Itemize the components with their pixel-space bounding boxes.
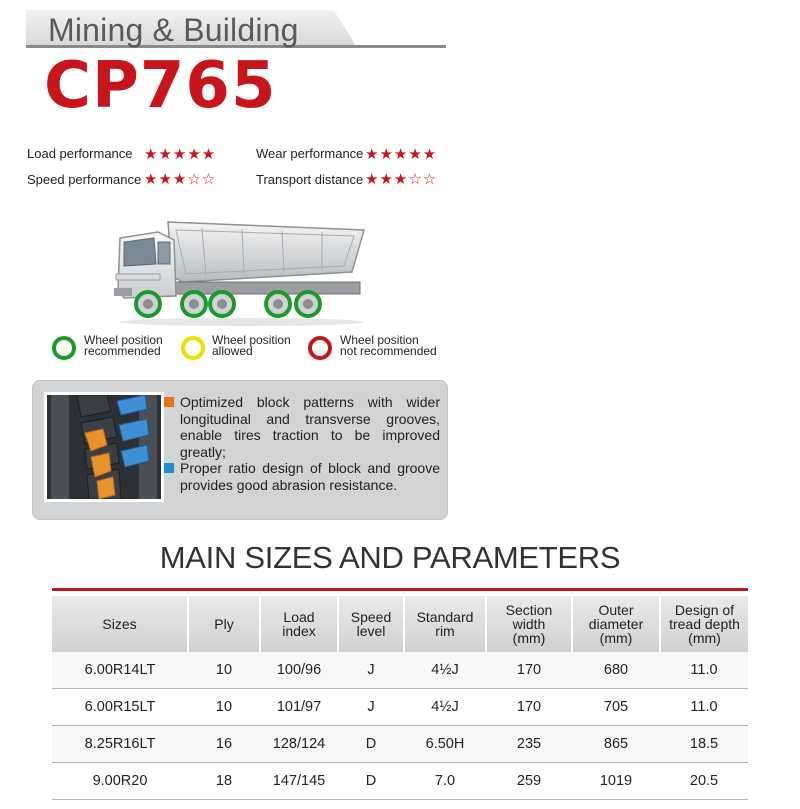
category-title: Mining & Building bbox=[48, 12, 299, 48]
table-cell: 680 bbox=[572, 652, 660, 689]
table-cell: 6.00R15LT bbox=[52, 689, 188, 726]
table-row bbox=[52, 689, 748, 726]
table-cell: 11.0 bbox=[660, 652, 748, 689]
column-header bbox=[260, 596, 338, 652]
wheel-not-recommended-ring-icon bbox=[308, 336, 332, 360]
table-cell: 9.00R20 bbox=[52, 763, 188, 800]
parameters-table bbox=[52, 596, 748, 800]
column-header-line: Sizes bbox=[102, 616, 137, 632]
feature-box bbox=[32, 380, 448, 520]
table-cell: 6.00R14LT bbox=[52, 652, 188, 689]
table-cell: 100/96 bbox=[260, 652, 338, 689]
column-header-line: (mm) bbox=[688, 630, 721, 646]
blue-square-bullet-icon bbox=[164, 463, 174, 473]
legend-recommended-line1: Wheel position bbox=[84, 333, 163, 347]
orange-square-bullet-icon bbox=[164, 397, 174, 407]
legend-not-recommended-line1: Wheel position bbox=[340, 333, 419, 347]
tread-pattern-icon bbox=[44, 392, 164, 502]
table-cell: 101/97 bbox=[260, 689, 338, 726]
table-cell: 128/124 bbox=[260, 726, 338, 763]
table-body bbox=[52, 652, 748, 800]
table-cell: 865 bbox=[572, 726, 660, 763]
table-row bbox=[52, 726, 748, 763]
feature-item bbox=[162, 460, 440, 493]
table-cell: 20.5 bbox=[660, 763, 748, 800]
perf-label-wear: Wear performance bbox=[256, 146, 364, 161]
column-header-line: Load bbox=[283, 609, 315, 625]
perf-stars-transport: ★★★☆☆ bbox=[365, 171, 438, 188]
model-name: CP765 bbox=[44, 49, 277, 123]
feature-item bbox=[162, 394, 440, 460]
table-row bbox=[52, 763, 748, 800]
legend-recommended-line2: recommended bbox=[84, 344, 161, 358]
category-tab bbox=[26, 10, 446, 48]
legend-allowed-line2: allowed bbox=[212, 344, 253, 358]
section-title: MAIN SIZES AND PARAMETERS bbox=[159, 540, 621, 575]
table-cell: 259 bbox=[486, 763, 572, 800]
perf-stars-wear: ★★★★★ bbox=[365, 146, 438, 163]
feature-text: Proper ratio design of block and groove provides good abrasion resistance. bbox=[180, 460, 440, 493]
table-cell: 7.0 bbox=[404, 763, 486, 800]
table-cell: 18.5 bbox=[660, 726, 748, 763]
table-row bbox=[52, 652, 748, 689]
column-header-line: Standard bbox=[416, 609, 474, 625]
column-header bbox=[404, 596, 486, 652]
legend-not-recommended-line2: not recommended bbox=[340, 344, 437, 358]
table-cell: 235 bbox=[486, 726, 572, 763]
feature-text: Optimized block patterns with wider longitudinal and transverse grooves, enable tires traction to be improved greatly; bbox=[180, 394, 440, 460]
column-header-line: diameter bbox=[588, 616, 644, 632]
table-cell: J bbox=[338, 689, 404, 726]
table-cell: 170 bbox=[486, 689, 572, 726]
column-header-line: Section bbox=[505, 602, 553, 618]
table-cell: D bbox=[338, 726, 404, 763]
wheel-recommended-ring-icon bbox=[52, 336, 76, 360]
column-header bbox=[486, 596, 572, 652]
wheel-allowed-ring-icon bbox=[181, 336, 205, 360]
column-header bbox=[660, 596, 748, 652]
column-header-line: width bbox=[512, 616, 546, 632]
legend-allowed-line1: Wheel position bbox=[212, 333, 291, 347]
perf-label-load: Load performance bbox=[27, 146, 133, 161]
legend-recommended bbox=[84, 335, 163, 357]
table-cell: 170 bbox=[486, 652, 572, 689]
legend-allowed bbox=[212, 335, 291, 357]
table-cell: 18 bbox=[188, 763, 260, 800]
table-header-row bbox=[52, 596, 748, 652]
column-header bbox=[52, 596, 188, 652]
perf-label-transport: Transport distance bbox=[256, 172, 364, 187]
column-header-line: Outer bbox=[598, 602, 634, 618]
column-header bbox=[338, 596, 404, 652]
table-cell: 1019 bbox=[572, 763, 660, 800]
section-divider bbox=[52, 588, 748, 591]
table-cell: 10 bbox=[188, 652, 260, 689]
column-header-line: index bbox=[282, 623, 316, 639]
column-header-line: Ply bbox=[214, 616, 234, 632]
column-header-line: level bbox=[356, 623, 386, 639]
table-cell: 4½J bbox=[404, 652, 486, 689]
table-cell: 147/145 bbox=[260, 763, 338, 800]
table-cell: 10 bbox=[188, 689, 260, 726]
column-header bbox=[188, 596, 260, 652]
table-cell: 16 bbox=[188, 726, 260, 763]
column-header-line: tread depth bbox=[669, 616, 740, 632]
table-cell: 8.25R16LT bbox=[52, 726, 188, 763]
table-cell: D bbox=[338, 763, 404, 800]
column-header bbox=[572, 596, 660, 652]
table-cell: J bbox=[338, 652, 404, 689]
dump-truck-icon bbox=[112, 210, 374, 332]
feature-list bbox=[162, 394, 440, 493]
column-header-line: (mm) bbox=[512, 630, 546, 646]
table-cell: 4½J bbox=[404, 689, 486, 726]
perf-stars-speed: ★★★☆☆ bbox=[144, 171, 217, 188]
column-header-line: Design of bbox=[674, 602, 735, 618]
column-header-line: Speed bbox=[350, 609, 392, 625]
legend-not-recommended bbox=[340, 335, 437, 357]
table-cell: 705 bbox=[572, 689, 660, 726]
table-cell: 11.0 bbox=[660, 689, 748, 726]
perf-label-speed: Speed performance bbox=[27, 172, 142, 187]
table-cell: 6.50H bbox=[404, 726, 486, 763]
perf-stars-load: ★★★★★ bbox=[144, 146, 217, 163]
column-header-line: rim bbox=[435, 623, 455, 639]
column-header-line: (mm) bbox=[599, 630, 633, 646]
